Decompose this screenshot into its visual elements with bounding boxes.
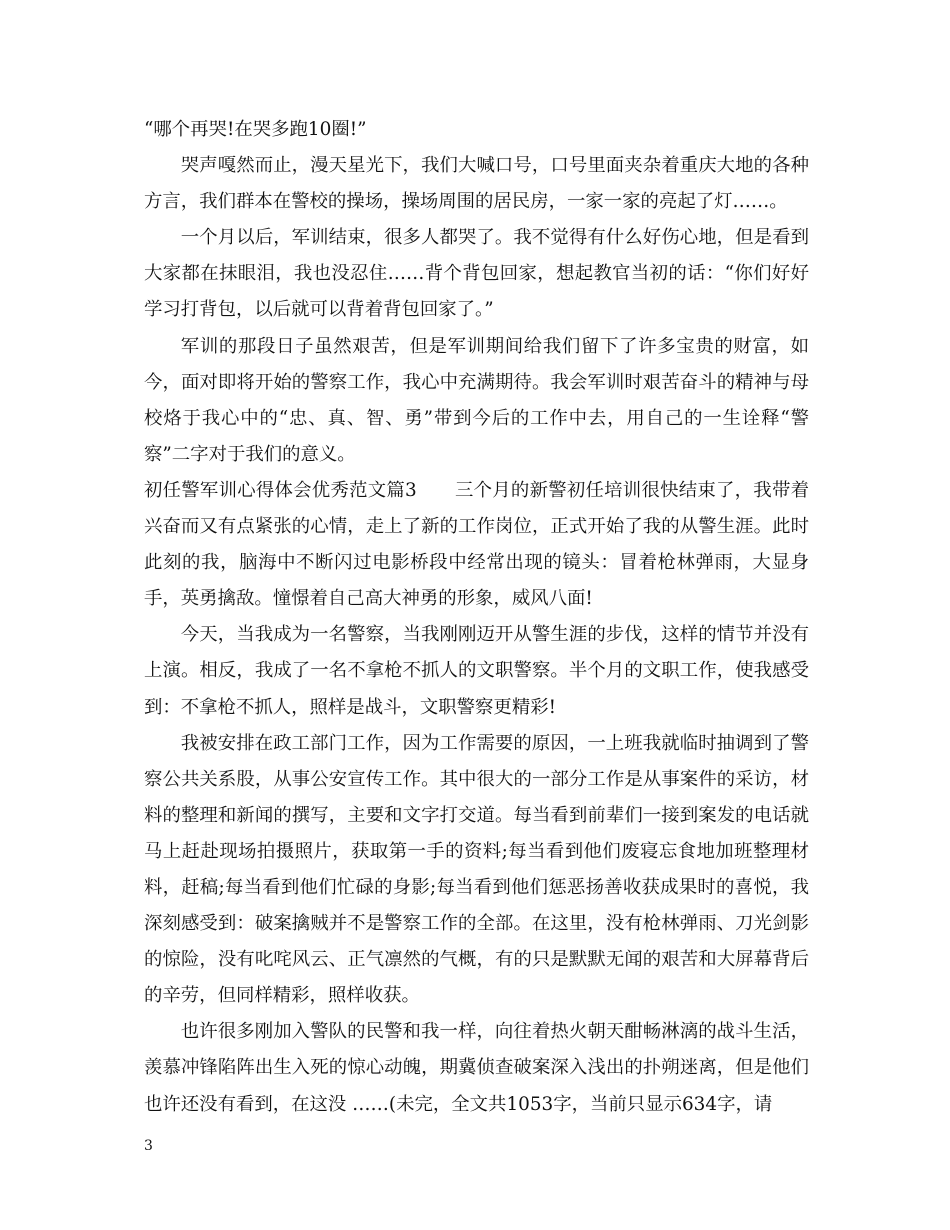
page-number: 3 — [144, 1138, 153, 1154]
paragraph-4: 军训的那段日子虽然艰苦，但是军训期间给我们留下了许多宝贵的财富，如今，面对即将开始的警察工作，我心中充满期待。我会军训时艰苦奋斗的精神与母校烙于我心中的“忠、真、智、勇”带到今后的工作中去，用自己的一生诠释“警察”二字对于我们的意义。 — [144, 335, 809, 465]
paragraph-7: 也许很多刚加入警队的民警和我一样，向往着热火朝天酣畅淋漓的战斗生活，羡慕冲锋陷阵出生入死的惊心动魄，期冀侦查破案深入浅出的扑朔迷离，但是他们也许还没有看到，在这没 ……(未完，全文共1053字，当前只显示634字，请 — [144, 1021, 809, 1115]
paragraph-3: 一个月以后，军训结束，很多人都哭了。我不觉得有什么好伤心地，但是看到大家都在抹眼泪，我也没忍住……背个背包回家，想起教官当初的话：“你们好好学习打背包，以后就可以背着背包回家了。” — [144, 227, 809, 321]
section-title: 初任警军训心得体会优秀范文篇3 — [144, 479, 417, 501]
section-text: 三个月的新警初任培训很快结束了，我带着兴奋而又有点紧张的心情，走上了新的工作岗位，正式开始了我的从警生涯。此时此刻的我，脑海中不断闪过电影桥段中经常出现的镜头：冒着枪林弹雨，大显身手，英勇擒敌。憧憬着自己高大神勇的形象，威风八面! — [144, 479, 809, 610]
paragraph-1: “哪个再哭!在哭多跑10圈!” — [144, 119, 367, 140]
paragraph-6: 我被安排在政工部门工作，因为工作需要的原因，一上班我就临时抽调到了警察公共关系股，从事公安宣传工作。其中很大的一部分工作是从事案件的采访，材料的整理和新闻的撰写，主要和文字打交道。每当看到前辈们一接到案发的电话就马上赶赴现场拍摄照片，获取第一手的资料;每当看到他们废寝忘食地加班整理材料，赶稿;每当看到他们忙碌的身影;每当看到他们惩恶扬善收获成果时的喜悦，我深刻感受到：破案擒贼并不是警察工作的全部。在这里，没有枪林弹雨、刀光剑影的惊险，没有叱咤风云、正气凛然的气概，有的只是默默无闻的艰苦和大屏幕背后的辛劳，但同样精彩，照样收获。 — [144, 732, 809, 1007]
document-body — [144, 112, 809, 1123]
paragraph-5: 今天，当我成为一名警察，当我刚刚迈开从警生涯的步伐，这样的情节并没有上演。相反，我成了一名不拿枪不抓人的文职警察。半个月的文职工作，使我感受到：不拿枪不抓人，照样是战斗，文职警察更精彩! — [144, 624, 809, 718]
section-paragraph — [144, 473, 809, 617]
paragraph-2: 哭声嘎然而止，漫天星光下，我们大喊口号，口号里面夹杂着重庆大地的各种方言，我们群本在警校的操场，操场周围的居民房，一家一家的亮起了灯……。 — [144, 155, 809, 213]
